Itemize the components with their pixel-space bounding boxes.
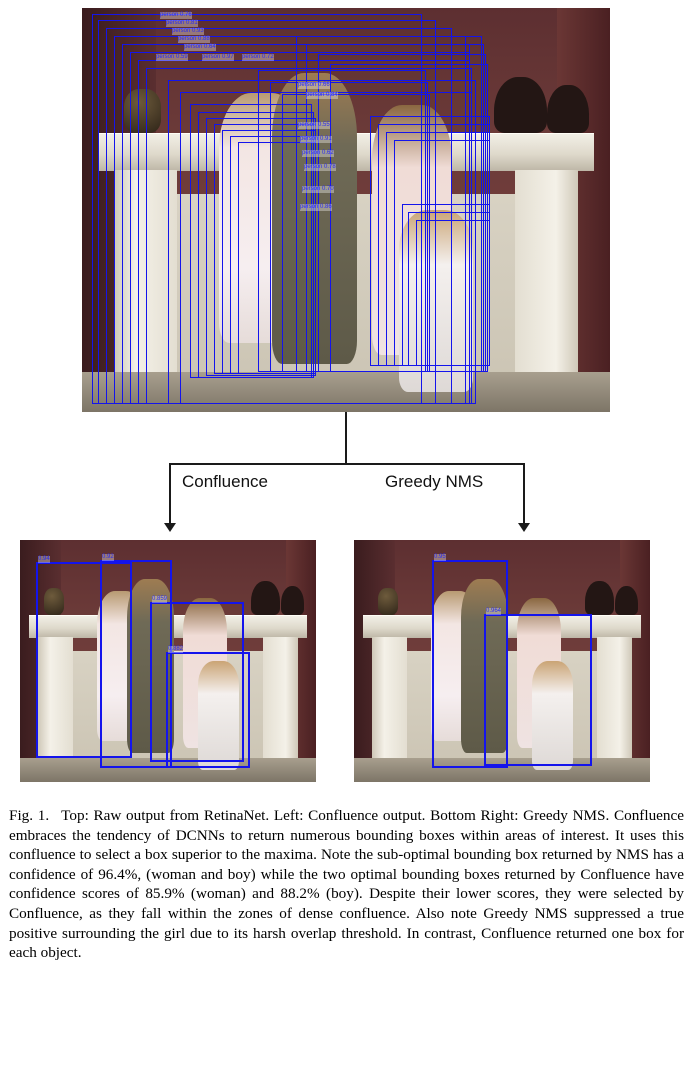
detection-label: person 0.62	[302, 150, 334, 156]
detection-box-boy	[166, 652, 250, 768]
detection-label: person 0.81	[166, 20, 198, 26]
detection-label: 0.92	[102, 554, 114, 560]
figure-number: Fig. 1.	[9, 807, 50, 824]
figure-caption	[9, 806, 684, 963]
detection-label: person 0.66	[298, 82, 330, 88]
detection-label: 0.882	[168, 646, 184, 652]
arrow-head-left	[164, 523, 176, 532]
elephant-figurine-1	[494, 77, 547, 134]
detection-label: person 0.70	[302, 186, 334, 192]
arrow-branch-horizontal	[169, 463, 525, 465]
detection-label: 0.859	[152, 596, 168, 602]
elephant-figurine-1	[585, 581, 615, 615]
elephant-figurine-2	[547, 85, 589, 133]
detection-label: person 0.72	[242, 54, 274, 60]
arrow-left-stem	[169, 463, 171, 525]
detection-label: person 0.93	[172, 28, 204, 34]
detection-label: person 0.76	[160, 12, 192, 18]
branch-label-greedy-nms: Greedy NMS	[385, 472, 484, 491]
panel-raw-retinanet	[82, 8, 610, 412]
detection-label: person 0.55	[298, 122, 330, 128]
elephant-figurine-2	[615, 586, 639, 615]
detection-label: person 0.78	[304, 164, 336, 170]
arrow-head-right	[518, 523, 530, 532]
detection-label: person 0.59	[156, 54, 188, 60]
figure-caption-text: Top: Raw output from RetinaNet. Left: Confluence output. Bottom Right: Greedy NMS. Confluence embraces the tendency of DCNNs to return numerous bounding boxes within areas of interest. It uses this confluence to select a box superior to the maxima. Note the sub-optimal bounding box returned by NMS has a confidence of 96.4%, (woman and boy) while the two optimal bounding boxes returned by Confluence have confidence scores of 85.9% (woman) and 88.2% (boy). Despite their lower scores, they were selected by Confluence, as they fall within the zones of dense confluence. Also note Greedy NMS suppressed a true positive surrounding the girl due to its harsh overlap threshold. In contrast, Confluence returned one box for each object.	[9, 807, 684, 962]
branch-label-confluence: Confluence	[182, 472, 269, 491]
arrow-right-stem	[523, 463, 525, 525]
detection-label: person 0.64	[184, 44, 216, 50]
arrow-trunk-vertical	[345, 412, 347, 464]
detection-label: 0.964	[486, 608, 502, 614]
detection-label: person 0.91	[300, 136, 332, 142]
elephant-figurine-1	[251, 581, 281, 615]
mantel-vase	[378, 588, 399, 615]
detection-label: person 0.97	[202, 54, 234, 60]
detection-label: person 0.86	[300, 204, 332, 210]
detection-label: person 0.88	[178, 36, 210, 42]
elephant-figurine-2	[281, 586, 305, 615]
detection-box-woman-and-boy	[484, 614, 592, 766]
panel-confluence-output	[20, 540, 316, 782]
detection-label: 0.94	[38, 556, 50, 562]
panel-greedy-nms-output	[354, 540, 650, 782]
detection-label: 0.95	[434, 554, 446, 560]
detection-label: person 0.84	[306, 92, 338, 98]
